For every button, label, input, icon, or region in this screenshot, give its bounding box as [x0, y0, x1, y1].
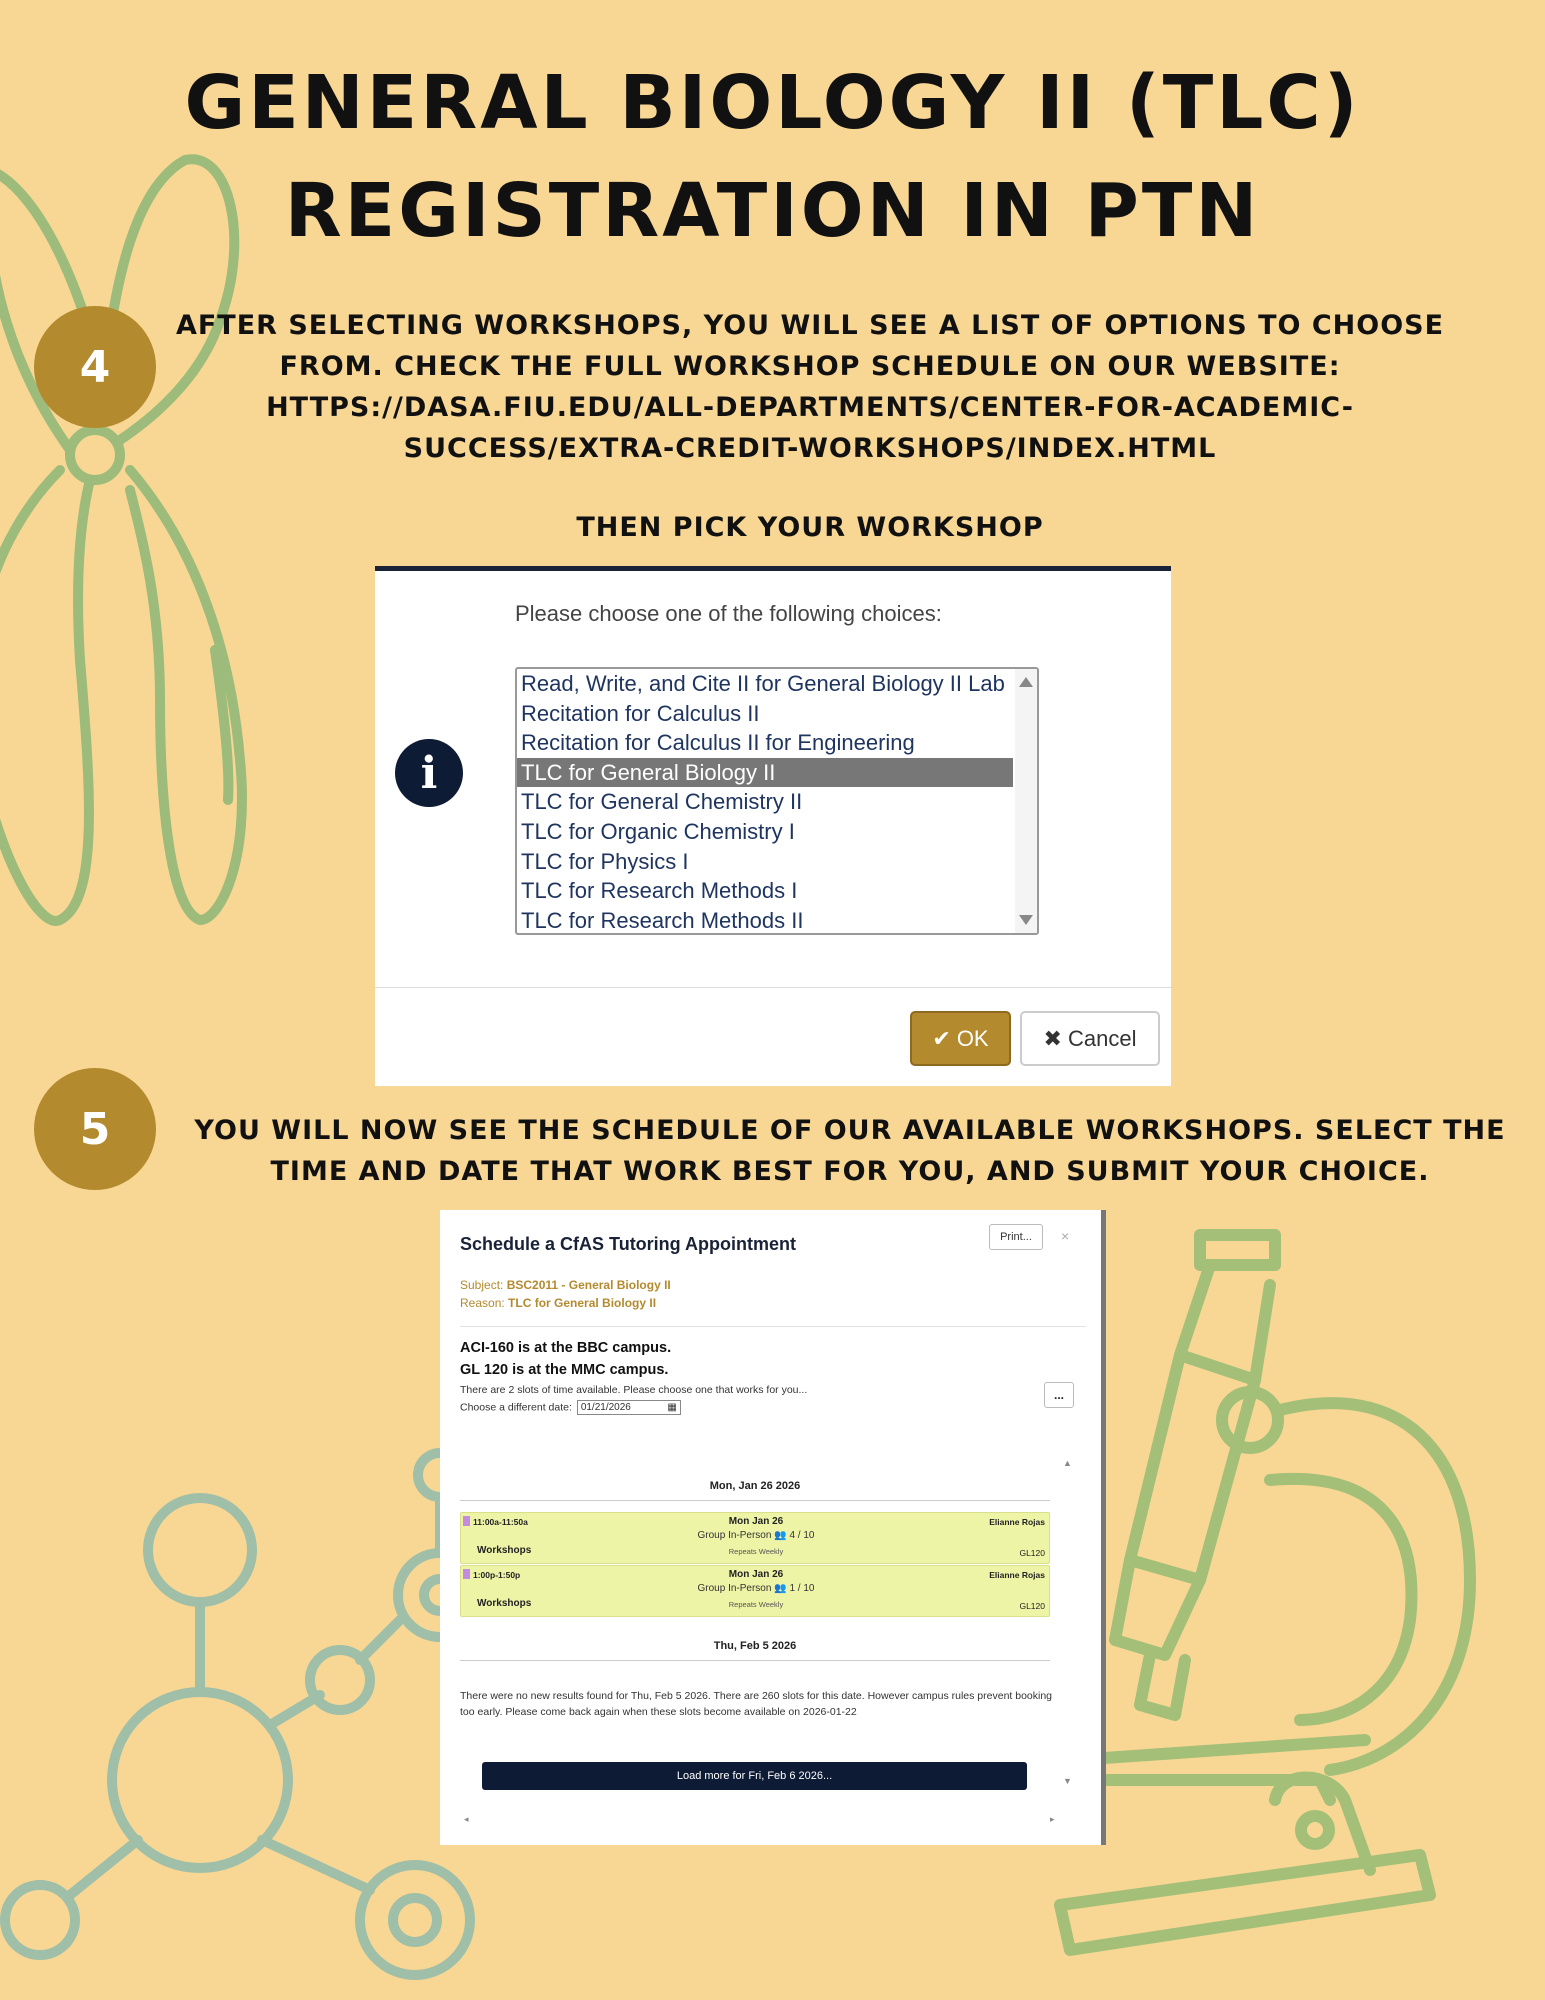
workshop-option[interactable]: TLC for General Chemistry II [521, 789, 803, 815]
close-icon[interactable]: × [1061, 1228, 1070, 1244]
workshop-option[interactable]: TLC for Physics I [521, 848, 689, 874]
slot-category: Workshops [477, 1545, 532, 1556]
step-5-line-1: YOU WILL NOW SEE THE SCHEDULE OF OUR AVAILABLE WORKSHOPS. SELECT THE [194, 1115, 1506, 1146]
reason-label: Reason: [460, 1296, 505, 1310]
workshop-option[interactable]: Read, Write, and Cite II for General Biology II Lab [521, 671, 1005, 696]
no-results-message: There were no new results found for Thu, Feb 5 2026. There are 260 slots for this date. However campus rules prevent booking too early. Please come back again when these slots become available on 2026-01-22 [460, 1690, 1053, 1718]
slot-time: 1:00p-1:50p [473, 1570, 521, 1580]
scroll-up-icon[interactable]: ▲ [1063, 1458, 1072, 1468]
page-title-line-2: REGISTRATION IN PTN [284, 168, 1261, 254]
people-icon: 👥 [774, 1583, 787, 1594]
scroll-down-arrow-icon[interactable] [1019, 915, 1033, 925]
campus-note-2: GL 120 is at the MMC campus. [460, 1362, 669, 1378]
calendar-icon[interactable]: ▦ [667, 1402, 677, 1413]
subject-label: Subject: [460, 1278, 504, 1292]
slot-category: Workshops [477, 1598, 532, 1609]
step-5-instructions [160, 1110, 1540, 1192]
step-4-line-2: FROM. CHECK THE FULL WORKSHOP SCHEDULE ON OUR WEBSITE: [279, 351, 1341, 382]
schedule-title: Schedule a CfAS Tutoring Appointment [460, 1234, 796, 1254]
slot-date: Mon Jan 26 [728, 1569, 784, 1580]
workshop-listbox[interactable] [515, 667, 1039, 935]
slot-capacity: 1 / 10 [789, 1583, 815, 1594]
listbox-scrollbar[interactable] [1015, 669, 1037, 933]
panel-scrollbar[interactable] [1101, 1210, 1106, 1845]
step-4-url-line-1: HTTPS://DASA.FIU.EDU/ALL-DEPARTMENTS/CENTER-FOR-ACADEMIC- [266, 392, 1354, 423]
slot-time: 11:00a-11:50a [473, 1517, 528, 1527]
slot-mode [461, 1583, 1051, 1594]
workshop-option[interactable]: Recitation for Calculus II for Engineering [521, 730, 915, 756]
people-icon: 👥 [774, 1530, 787, 1541]
scroll-left-icon[interactable]: ◂ [464, 1814, 469, 1824]
workshop-option[interactable]: TLC for Research Methods I [521, 878, 798, 904]
more-options-button[interactable]: ... [1044, 1382, 1074, 1408]
slot-room: GL120 [1019, 1548, 1045, 1558]
slot-date: Mon Jan 26 [728, 1516, 784, 1527]
slot-repeat: Repeats Weekly [728, 1600, 784, 1609]
slots-available-text: There are 2 slots of time available. Please choose one that works for you... [460, 1384, 808, 1396]
subject-value: BSC2011 - General Biology II [506, 1278, 671, 1292]
info-icon: i [395, 739, 463, 807]
microscope-illustration [1060, 1235, 1470, 1950]
choose-date-label: Choose a different date: [460, 1401, 572, 1414]
day-header: Thu, Feb 5 2026 [713, 1640, 797, 1652]
step-4-line-1: AFTER SELECTING WORKSHOPS, YOU WILL SEE A LIST OF OPTIONS TO CHOOSE [175, 310, 1445, 341]
slot-room: GL120 [1019, 1601, 1045, 1611]
header-divider [460, 1326, 1086, 1327]
date-input-value: 01/21/2026 [580, 1402, 631, 1413]
dialog-divider [375, 987, 1171, 988]
chromosome-illustration [0, 159, 242, 921]
appointment-slot[interactable] [460, 1565, 1050, 1617]
choose-date-row [460, 1400, 681, 1415]
slot-instructor: Elianne Rojas [989, 1517, 1045, 1527]
workshop-option[interactable]: TLC for Research Methods II [521, 907, 804, 933]
step-4-subtext: THEN PICK YOUR WORKSHOP [576, 512, 1044, 543]
page-title-line-1: GENERAL BIOLOGY II (TLC) [184, 60, 1361, 146]
day-header: Mon, Jan 26 2026 [709, 1480, 801, 1492]
step-4-badge: 4 [34, 306, 156, 428]
x-mark-icon: ✖ [1043, 1025, 1062, 1051]
schedule-appointment-panel [440, 1210, 1106, 1845]
cancel-button-label: Cancel [1067, 1025, 1137, 1051]
ok-button-label: OK [956, 1025, 989, 1051]
day-divider [460, 1500, 1050, 1501]
step-5-line-2: TIME AND DATE THAT WORK BEST FOR YOU, AND SUBMIT YOUR CHOICE. [270, 1156, 1430, 1187]
slot-repeat: Repeats Weekly [728, 1547, 784, 1556]
slot-mode-label: Group In-Person [697, 1583, 772, 1594]
scroll-up-arrow-icon[interactable] [1019, 677, 1033, 687]
molecule-illustration [5, 1453, 482, 1975]
workshop-option-selected[interactable]: TLC for General Biology II [517, 758, 1013, 788]
cancel-button[interactable] [1020, 1011, 1160, 1066]
checkmark-icon: ✔ [932, 1025, 951, 1051]
slot-instructor: Elianne Rojas [989, 1570, 1045, 1580]
load-more-button[interactable]: Load more for Fri, Feb 6 2026... [482, 1762, 1027, 1790]
campus-note-1: ACI-160 is at the BBC campus. [460, 1340, 672, 1356]
slot-capacity: 4 / 10 [789, 1530, 815, 1541]
dialog-prompt: Please choose one of the following choices: [515, 601, 942, 626]
workshop-option[interactable]: Recitation for Calculus II [521, 700, 760, 726]
ok-button[interactable] [910, 1011, 1011, 1066]
day-divider [460, 1660, 1050, 1661]
print-button[interactable]: Print... [989, 1224, 1043, 1250]
step-5-badge: 5 [34, 1068, 156, 1190]
reason-value: TLC for General Biology II [508, 1296, 657, 1310]
step-4-instructions [150, 305, 1470, 469]
slot-mode [461, 1530, 1051, 1541]
step-4-url-line-2: SUCCESS/EXTRA-CREDIT-WORKSHOPS/INDEX.HTML [403, 433, 1217, 464]
workshop-option[interactable]: TLC for Organic Chemistry I [521, 818, 795, 844]
date-input[interactable] [577, 1400, 681, 1415]
reason-line [460, 1296, 656, 1310]
scroll-right-icon[interactable]: ▸ [1050, 1814, 1055, 1824]
scroll-down-icon[interactable]: ▼ [1063, 1776, 1072, 1786]
slot-mode-label: Group In-Person [697, 1530, 772, 1541]
appointment-slot[interactable] [460, 1512, 1050, 1564]
subject-line [460, 1278, 671, 1292]
workshop-choice-dialog [375, 566, 1171, 1086]
